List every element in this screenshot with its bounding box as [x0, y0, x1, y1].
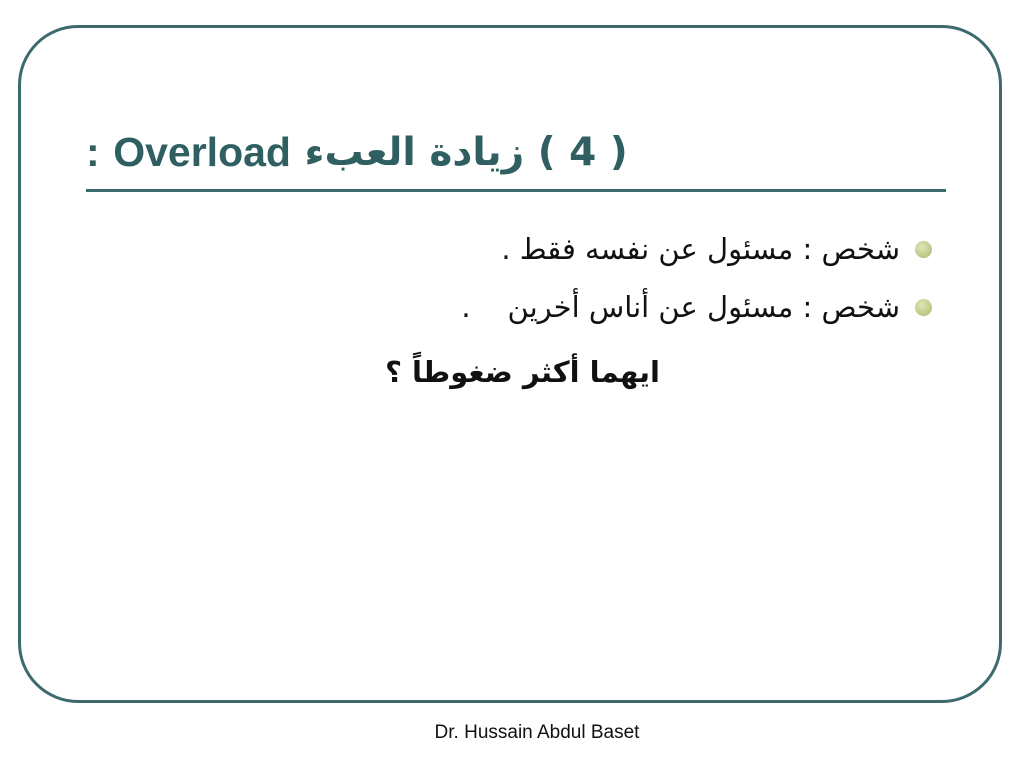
bullet-dot-icon: [915, 299, 932, 316]
title-divider: [86, 189, 946, 192]
bullet-list: [300, 220, 940, 336]
title-arabic: ( 4 ) زيادة العبء: [304, 129, 628, 175]
title-colon: :: [86, 128, 100, 175]
title-english: Overload: [113, 128, 291, 175]
bullet-item: [300, 278, 940, 336]
footer-author: Dr. Hussain Abdul Baset: [434, 722, 640, 743]
bullet-text: شخص : مسئول عن نفسه فقط .: [501, 232, 900, 266]
bullet-text: شخص : مسئول عن أناس أخرين .: [461, 290, 900, 324]
bullet-item: [300, 220, 940, 278]
question-text: ايهما أكثر ضغوطاً ؟: [385, 355, 660, 389]
bullet-dot-icon: [915, 241, 932, 258]
slide-title: [86, 118, 938, 186]
